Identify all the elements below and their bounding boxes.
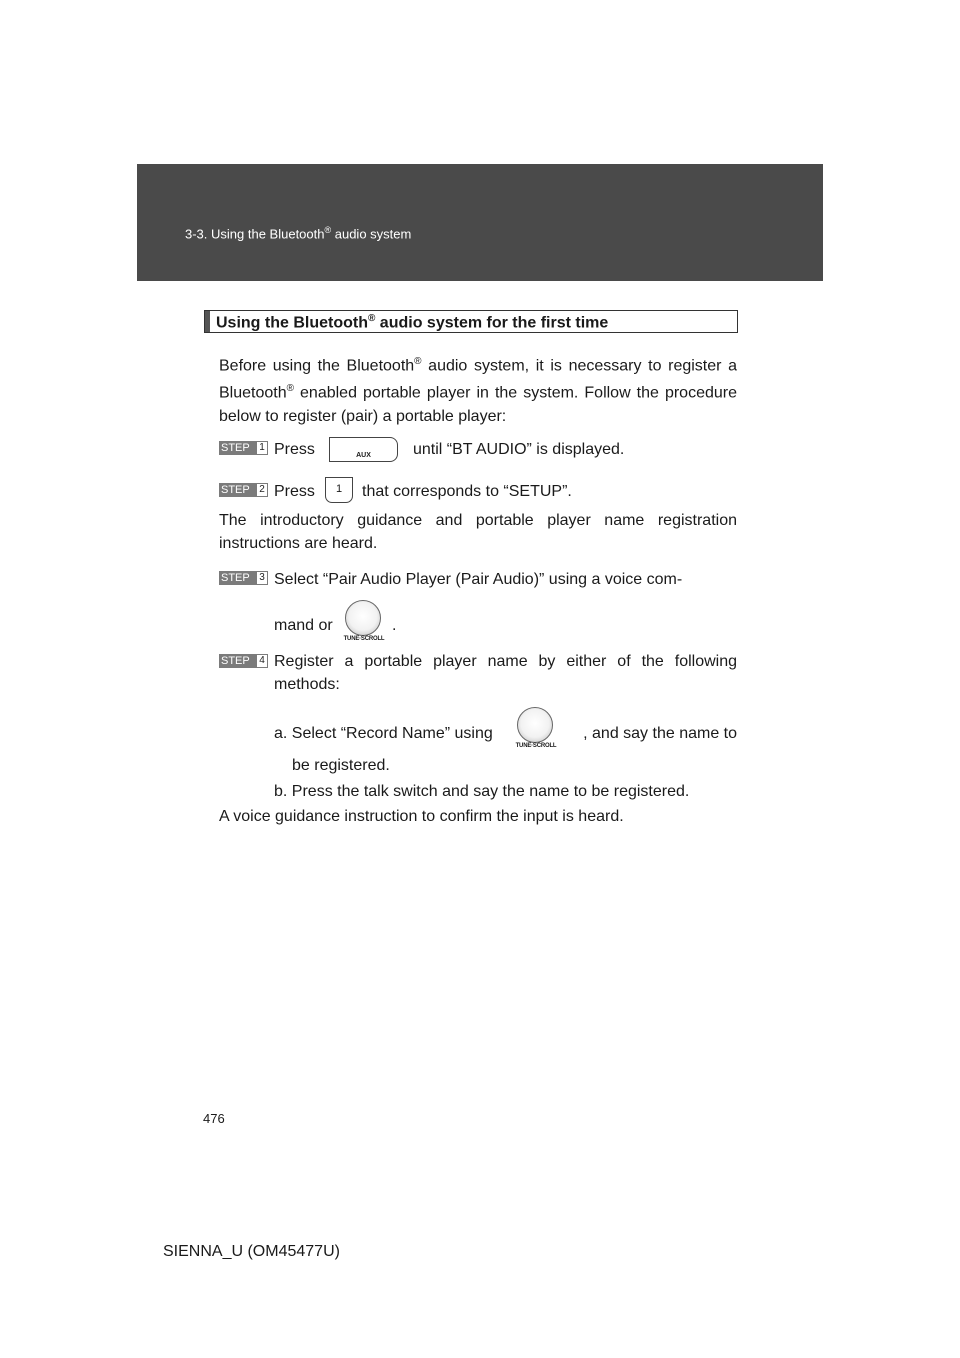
page-number: 476 — [203, 1111, 225, 1126]
step-badge-1: STEP 1 — [219, 441, 268, 455]
tune-scroll-knob-icon — [343, 600, 385, 642]
step-badge-4: STEP 4 — [219, 654, 268, 668]
step2-text-after: that corresponds to “SETUP”. — [362, 483, 572, 500]
heading-title: Using the Bluetooth® audio system for the first time — [216, 313, 609, 332]
step3-text-line2-before: mand or — [274, 617, 333, 634]
option-b: b. Press the talk switch and say the name to be registered. — [274, 783, 690, 800]
closing-paragraph: A voice guidance instruction to confirm the input is heard. — [219, 808, 624, 825]
knob-ring — [345, 600, 381, 636]
step1-text-before: Press — [274, 441, 315, 458]
step4-text: Register a portable player name by either of the following methods: — [274, 653, 737, 693]
step-badge-3: STEP 3 — [219, 571, 268, 585]
preset-button-label: 1 — [335, 483, 343, 495]
knob-label: TUNE·SCROLL — [515, 743, 557, 749]
step2-text-before: Press — [274, 483, 315, 500]
heading-accent-bar — [205, 311, 210, 332]
aux-button-icon — [329, 437, 398, 462]
option-a-continued: be registered. — [292, 757, 390, 774]
option-a-after: , and say the name to — [583, 725, 737, 742]
step3-text-line2-after: . — [392, 617, 397, 634]
step1-text-after: until “BT AUDIO” is displayed. — [413, 441, 625, 458]
aux-button-label: AUX — [356, 452, 371, 459]
step2-note: The introductory guidance and portable player name registration instructions are heard. — [219, 512, 737, 552]
section-reference: 3-3. Using the Bluetooth® audio system — [185, 225, 412, 242]
knob-label: TUNE·SCROLL — [343, 636, 385, 642]
section-heading — [204, 310, 738, 333]
preset-button-icon — [325, 477, 353, 503]
tune-scroll-knob-icon — [515, 707, 557, 749]
option-a-before: a. Select “Record Name” using — [274, 725, 493, 742]
knob-ring — [517, 707, 553, 743]
step-badge-2: STEP 2 — [219, 483, 268, 497]
intro-paragraph: Before using the Bluetooth® audio system, it is necessary to register a Bluetooth® enabled portable player in the system. Follow the procedure below to register (pair) a portable player: — [219, 356, 738, 425]
header-band — [137, 164, 823, 281]
step3-text-line1: Select “Pair Audio Player (Pair Audio)” using a voice com- — [274, 571, 683, 588]
manual-code: SIENNA_U (OM45477U) — [163, 1243, 340, 1260]
